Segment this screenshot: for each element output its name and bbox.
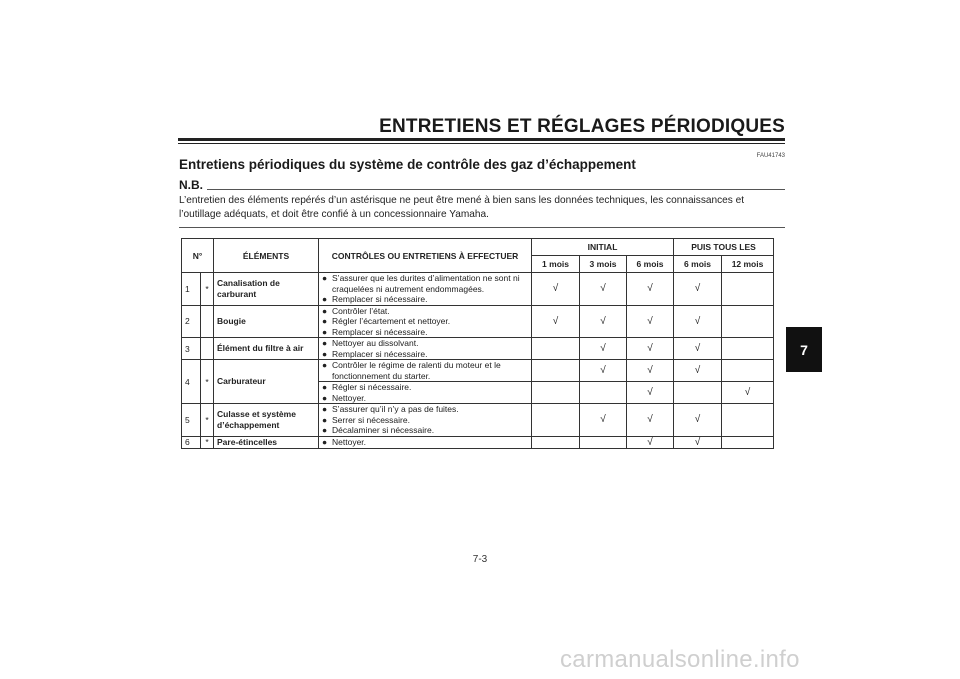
- action-text: Contrôler l’état.: [332, 305, 390, 316]
- check-cell: √: [580, 273, 627, 306]
- check-cell: √: [627, 338, 674, 360]
- row-number: 1: [182, 273, 201, 306]
- bullet-icon: ●: [322, 392, 328, 403]
- section-heading: Entretiens périodiques du système de contrôle des gaz d’échappement: [179, 157, 636, 172]
- action-item: [322, 437, 528, 448]
- header-items: ÉLÉMENTS: [214, 239, 319, 273]
- bullet-icon: ●: [322, 404, 328, 414]
- row-item: Canalisation de carburant: [214, 273, 319, 306]
- title-rule-thick: [178, 138, 785, 141]
- actions-cell: [319, 273, 532, 306]
- action-item: [322, 415, 528, 426]
- action-text: Nettoyer au dissolvant.: [332, 338, 419, 348]
- row-asterisk: [201, 305, 214, 338]
- bullet-icon: ●: [322, 425, 328, 435]
- action-text: Remplacer si nécessaire.: [332, 348, 428, 359]
- check-cell: [722, 338, 774, 360]
- action-item: [322, 306, 528, 317]
- check-cell: √: [674, 338, 722, 360]
- header-period: 6 mois: [627, 256, 674, 273]
- check-cell: √: [674, 404, 722, 437]
- check-cell: √: [674, 305, 722, 338]
- actions-cell: [319, 305, 532, 338]
- bullet-icon: ●: [322, 338, 328, 348]
- row-number: 2: [182, 305, 201, 338]
- table-row: [182, 436, 774, 448]
- check-cell: [532, 338, 580, 360]
- row-asterisk: *: [201, 436, 214, 448]
- table-row: [182, 338, 774, 360]
- check-cell: √: [532, 305, 580, 338]
- bullet-icon: ●: [322, 273, 328, 283]
- check-cell: √: [580, 360, 627, 382]
- action-text: Remplacer si nécessaire.: [332, 326, 428, 337]
- chapter-tab: 7: [786, 327, 822, 372]
- nb-label: N.B.: [179, 178, 203, 192]
- action-item: [322, 273, 528, 294]
- check-cell: [722, 404, 774, 437]
- table-row: [182, 360, 774, 382]
- nb-end-rule: [179, 227, 785, 228]
- check-cell: [722, 436, 774, 448]
- header-period: 6 mois: [674, 256, 722, 273]
- header-thereafter: PUIS TOUS LES: [674, 239, 774, 256]
- action-item: [322, 316, 528, 327]
- table-row: [182, 404, 774, 437]
- maintenance-table-body: [182, 273, 774, 449]
- nb-rule: [207, 189, 785, 190]
- check-cell: [532, 436, 580, 448]
- check-cell: √: [627, 382, 674, 404]
- action-text: Serrer si nécessaire.: [332, 414, 410, 425]
- actions-cell: [319, 360, 532, 382]
- action-text: Contrôler le régime de ralenti du moteur et le fonctionnement du starter.: [332, 360, 501, 381]
- bullet-icon: ●: [322, 316, 328, 326]
- bullet-icon: ●: [322, 382, 328, 392]
- row-item: Carburateur: [214, 360, 319, 404]
- action-text: Nettoyer.: [332, 436, 367, 447]
- row-item: Bougie: [214, 305, 319, 338]
- actions-cell: [319, 404, 532, 437]
- header-num: N°: [182, 239, 214, 273]
- check-cell: √: [627, 305, 674, 338]
- check-cell: √: [580, 305, 627, 338]
- bullet-icon: ●: [322, 326, 328, 337]
- actions-cell: [319, 382, 532, 404]
- header-actions: CONTRÔLES OU ENTRETIENS À EFFECTUER: [319, 239, 532, 273]
- row-number: 6: [182, 436, 201, 448]
- check-cell: √: [627, 360, 674, 382]
- row-number: 4: [182, 360, 201, 404]
- nb-text: L’entretien des éléments repérés d’un astérisque ne peut être mené à bien sans les données techniques, les connaissances et l’outillage adéquats, et doit être confié à un concessionnaire Yamaha.: [179, 195, 745, 220]
- check-cell: [580, 382, 627, 404]
- check-cell: [532, 404, 580, 437]
- check-cell: [722, 360, 774, 382]
- check-cell: [674, 382, 722, 404]
- header-initial: INITIAL: [532, 239, 674, 256]
- watermark: carmanualsonline.info: [560, 646, 800, 673]
- action-item: [322, 327, 528, 338]
- check-cell: [532, 382, 580, 404]
- row-item: Élément du filtre à air: [214, 338, 319, 360]
- title-rule-thin: [178, 143, 785, 144]
- header-period: 12 mois: [722, 256, 774, 273]
- row-asterisk: *: [201, 360, 214, 404]
- check-cell: [532, 360, 580, 382]
- bullet-icon: ●: [322, 348, 328, 359]
- check-cell: [580, 436, 627, 448]
- action-item: [322, 349, 528, 360]
- page-title: ENTRETIENS ET RÉGLAGES PÉRIODIQUES: [379, 116, 785, 137]
- header-period: 1 mois: [532, 256, 580, 273]
- action-text: Remplacer si nécessaire.: [332, 294, 428, 304]
- check-cell: √: [627, 436, 674, 448]
- action-item: [322, 294, 528, 305]
- row-asterisk: *: [201, 273, 214, 306]
- check-cell: √: [674, 273, 722, 306]
- action-text: Régler l’écartement et nettoyer.: [332, 316, 451, 326]
- check-cell: √: [674, 360, 722, 382]
- check-cell: √: [580, 338, 627, 360]
- action-text: Décalaminer si nécessaire.: [332, 425, 435, 435]
- check-cell: √: [722, 382, 774, 404]
- row-number: 3: [182, 338, 201, 360]
- action-item: [322, 360, 528, 381]
- check-cell: [722, 273, 774, 306]
- doc-code: FAU41743: [756, 153, 785, 159]
- action-item: [322, 393, 528, 404]
- header-period: 3 mois: [580, 256, 627, 273]
- row-asterisk: *: [201, 404, 214, 437]
- check-cell: [722, 305, 774, 338]
- check-cell: √: [627, 404, 674, 437]
- action-text: S’assurer qu’il n’y a pas de fuites.: [332, 404, 459, 414]
- bullet-icon: ●: [322, 305, 328, 316]
- row-number: 5: [182, 404, 201, 437]
- action-item: [322, 338, 528, 349]
- bullet-icon: ●: [322, 360, 328, 370]
- actions-cell: [319, 338, 532, 360]
- row-item: Pare-étincelles: [214, 436, 319, 448]
- table-row: [182, 305, 774, 338]
- check-cell: √: [627, 273, 674, 306]
- check-cell: √: [674, 436, 722, 448]
- row-asterisk: [201, 338, 214, 360]
- action-item: [322, 404, 528, 415]
- action-item: [322, 425, 528, 436]
- actions-cell: [319, 436, 532, 448]
- page-number: 7-3: [472, 554, 488, 565]
- action-text: S’assurer que les durites d’alimentation ne sont ni craquelées ni autrement endommagées.: [332, 273, 520, 294]
- maintenance-table: [181, 238, 774, 449]
- check-cell: √: [580, 404, 627, 437]
- bullet-icon: ●: [322, 294, 328, 304]
- action-item: [322, 382, 528, 393]
- row-item: Culasse et système d’échappement: [214, 404, 319, 437]
- action-text: Régler si nécessaire.: [332, 382, 412, 392]
- bullet-icon: ●: [322, 436, 328, 447]
- action-text: Nettoyer.: [332, 392, 367, 403]
- bullet-icon: ●: [322, 414, 328, 425]
- check-cell: √: [532, 273, 580, 306]
- table-row: [182, 273, 774, 306]
